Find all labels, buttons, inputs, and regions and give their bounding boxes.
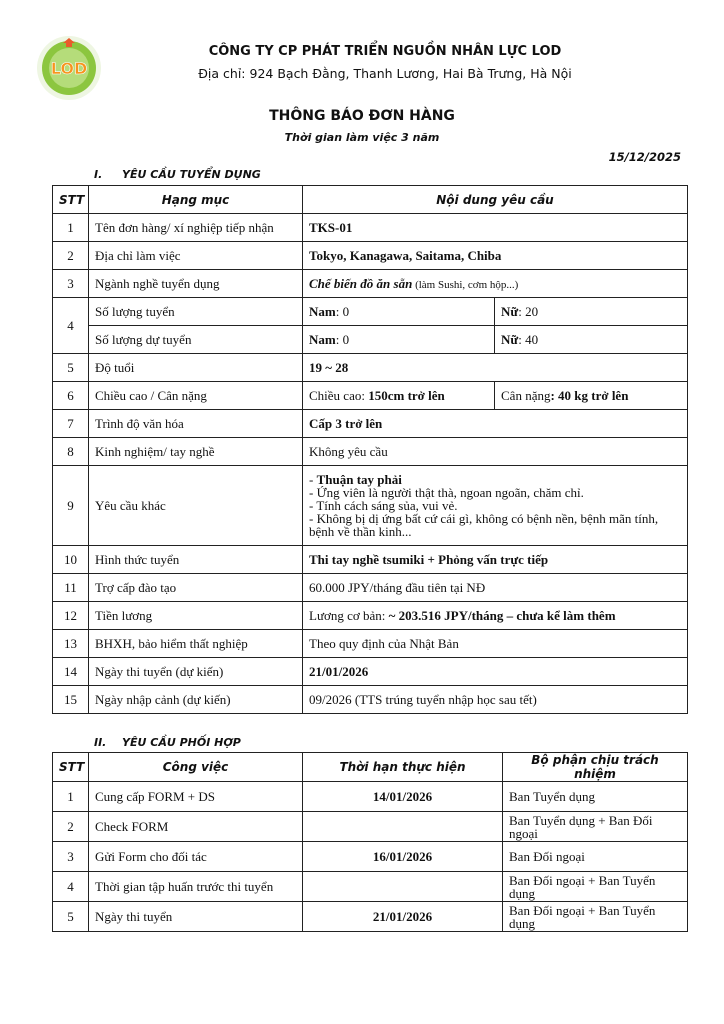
row-item: Số lượng dự tuyển [89,326,303,354]
other-req-3: - Tính cách sáng sủa, vui vẻ. [309,498,458,513]
row-department: Ban Đối ngoại + Ban Tuyển dụng [503,902,688,932]
row-stt: 3 [53,270,89,298]
row-stt: 7 [53,410,89,438]
row-task: Gửi Form cho đối tác [89,842,303,872]
document-date: 15/12/2025 [608,150,681,164]
row-stt: 11 [53,574,89,602]
company-address: Địa chỉ: 924 Bạch Đằng, Thanh Lương, Hai Bà Trưng, Hà Nội [198,66,572,81]
header-content: Nội dung yêu cầu [303,186,688,214]
row-department: Ban Tuyển dụng + Ban Đối ngoại [503,812,688,842]
row-stt: 9 [53,466,89,546]
table-row [53,842,688,872]
table-row [53,270,688,298]
table-row [53,438,688,466]
table-row [53,782,688,812]
row-stt: 8 [53,438,89,466]
row-content: 09/2026 (TTS trúng tuyển nhập học sau tết) [303,686,688,714]
row-content [303,466,688,546]
row-item: BHXH, bảo hiểm thất nghiệp [89,630,303,658]
row-male-count: Nam: 0 [303,298,495,326]
other-req-4: - Không bị dị ứng bất cứ cái gì, không có bệnh nền, bệnh mãn tính, bệnh về thần kinh... [309,511,659,539]
document-subtitle: Thời gian làm việc 3 năm [284,131,440,144]
row-item: Địa chỉ làm việc [89,242,303,270]
row-task: Check FORM [89,812,303,842]
table-row [53,658,688,686]
row-stt: 14 [53,658,89,686]
svg-text:LOD: LOD [50,59,88,78]
row-stt: 10 [53,546,89,574]
row-item: Tiền lương [89,602,303,630]
row-item: Ngành nghề tuyển dụng [89,270,303,298]
row-content [303,270,688,298]
row-item: Số lượng tuyển [89,298,303,326]
row-stt: 5 [53,354,89,382]
table-row [53,630,688,658]
table-row [53,902,688,932]
row-content: 21/01/2026 [303,658,688,686]
row-male-count: Nam: 0 [303,326,495,354]
row-item: Trình độ văn hóa [89,410,303,438]
table-row [53,602,688,630]
row-content: Cấp 3 trở lên [303,410,688,438]
row-content: 19 ~ 28 [303,354,688,382]
row-task: Ngày thi tuyển [89,902,303,932]
section-2-number: II. [94,736,107,749]
row-deadline: 14/01/2026 [303,782,503,812]
row-content: 60.000 JPY/tháng đầu tiên tại NĐ [303,574,688,602]
table-row [53,382,688,410]
row-content: Tokyo, Kanagawa, Saitama, Chiba [303,242,688,270]
row-department: Ban Đối ngoại [503,842,688,872]
row-stt: 13 [53,630,89,658]
row-item: Kinh nghiệm/ tay nghề [89,438,303,466]
row-content: Lương cơ bản: ~ 203.516 JPY/tháng – chưa kể làm thêm [303,602,688,630]
table-row [53,214,688,242]
row-task: Cung cấp FORM + DS [89,782,303,812]
row-deadline [303,872,503,902]
row-deadline [303,812,503,842]
coordination-table [52,752,688,932]
row-stt: 3 [53,842,89,872]
section-1-number: I. [94,168,103,181]
row-stt: 6 [53,382,89,410]
table-row [53,298,688,326]
header-stt: STT [53,186,89,214]
other-req-1: - Thuận tay phải [309,472,402,487]
header-deadline: Thời hạn thực hiện [303,753,503,782]
job-title: Chế biến đồ ăn sẵn [309,275,413,291]
row-item: Chiều cao / Cân nặng [89,382,303,410]
table-row [53,466,688,546]
job-note: (làm Sushi, cơm hộp...) [412,278,519,291]
header-department: Bộ phận chịu trách nhiệm [503,753,688,782]
row-item: Trợ cấp đào tạo [89,574,303,602]
row-stt: 4 [53,872,89,902]
row-content: Theo quy định của Nhật Bản [303,630,688,658]
company-name: CÔNG TY CP PHÁT TRIỂN NGUỒN NHÂN LỰC LOD [208,44,562,59]
row-item: Ngày nhập cảnh (dự kiến) [89,686,303,714]
section-2-title: YÊU CẦU PHỐI HỢP [122,736,241,749]
header-stt: STT [53,753,89,782]
recruitment-requirements-table [52,185,688,714]
row-stt: 2 [53,812,89,842]
table-header-row [53,186,688,214]
company-logo [36,35,102,101]
row-content: Thi tay nghề tsumiki + Phỏng vấn trực tiếp [303,546,688,574]
header-task: Công việc [89,753,303,782]
document-title: THÔNG BÁO ĐƠN HÀNG [269,108,455,124]
row-item: Độ tuổi [89,354,303,382]
row-stt: 5 [53,902,89,932]
table-row [53,574,688,602]
row-deadline: 16/01/2026 [303,842,503,872]
section-2-heading [94,736,241,749]
row-height: Chiều cao: 150cm trở lên [303,382,495,410]
other-req-2: - Ứng viên là người thật thà, ngoan ngoãn, chăm chỉ. [309,485,584,500]
row-item: Tên đơn hàng/ xí nghiệp tiếp nhận [89,214,303,242]
row-weight: Cân nặng: 40 kg trở lên [495,382,688,410]
row-item: Yêu cầu khác [89,466,303,546]
row-female-count: Nữ: 40 [495,326,688,354]
row-stt: 4 [53,298,89,354]
table-row [53,242,688,270]
row-stt: 12 [53,602,89,630]
row-stt: 1 [53,782,89,812]
table-row [53,812,688,842]
header-item: Hạng mục [89,186,303,214]
table-row [53,354,688,382]
row-task: Thời gian tập huấn trước thi tuyển [89,872,303,902]
row-item: Ngày thi tuyển (dự kiến) [89,658,303,686]
table-row [53,410,688,438]
section-1-title: YÊU CẦU TUYỂN DỤNG [122,168,261,181]
table-row [53,326,688,354]
table-row [53,686,688,714]
row-stt: 1 [53,214,89,242]
row-department: Ban Tuyển dụng [503,782,688,812]
row-deadline: 21/01/2026 [303,902,503,932]
row-stt: 2 [53,242,89,270]
table-row [53,546,688,574]
row-content: Không yêu cầu [303,438,688,466]
row-stt: 15 [53,686,89,714]
row-content: TKS-01 [303,214,688,242]
row-female-count: Nữ: 20 [495,298,688,326]
row-item: Hình thức tuyển [89,546,303,574]
table-row [53,872,688,902]
section-1-heading [94,168,261,181]
table-header-row [53,753,688,782]
row-department: Ban Đối ngoại + Ban Tuyển dụng [503,872,688,902]
